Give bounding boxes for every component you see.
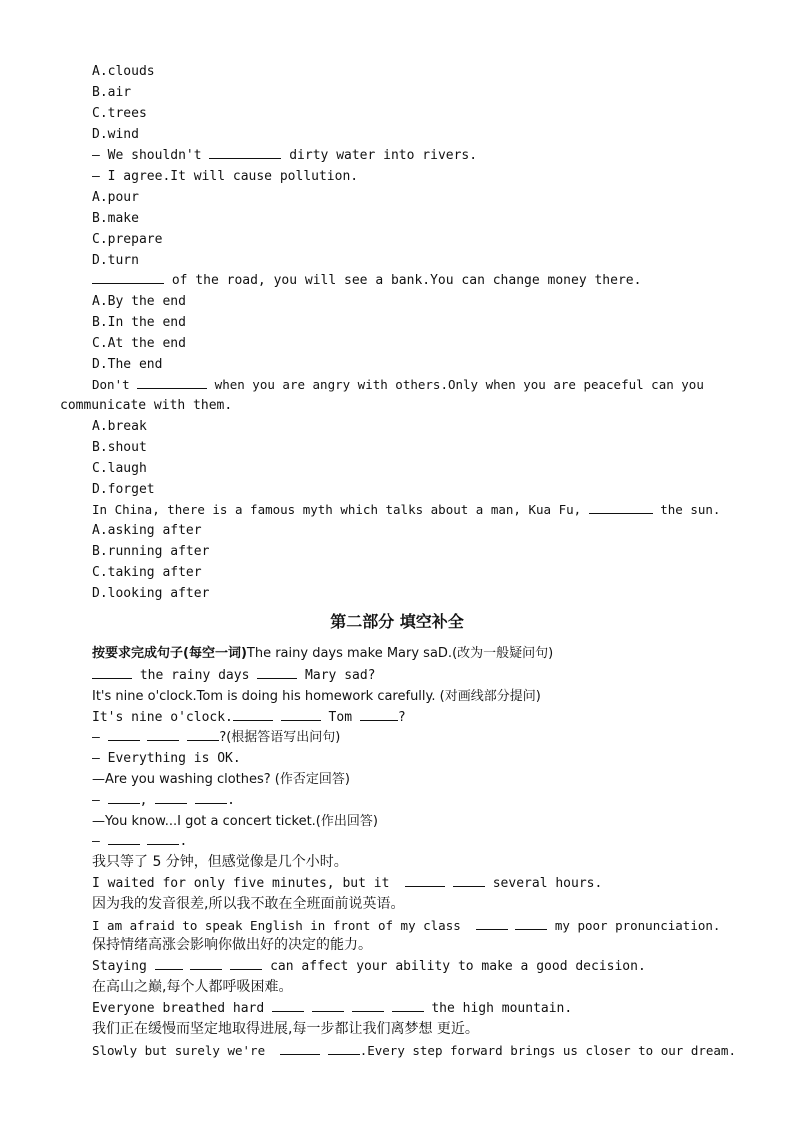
s4-answer [92, 791, 235, 811]
answer-blank[interactable] [312, 999, 344, 1012]
s4-stem [92, 770, 350, 790]
s3-tail-text: ?(根据答语写出问句) [219, 730, 341, 745]
answer-blank[interactable] [453, 874, 485, 887]
s2-text: It's nine o'clock.Tom is doing his homework carefully. (对画线部分提问) [92, 689, 541, 704]
s5-answer [92, 832, 187, 852]
q4-option-b: B.shout [92, 440, 147, 455]
q2-stem-line2: — I agree.It will cause pollution. [92, 169, 359, 184]
answer-blank[interactable] [187, 728, 219, 741]
answer-blank[interactable] [280, 1042, 320, 1055]
q4-option-d: D.forget [92, 482, 155, 497]
section-title: 第二部分 填空补全 [330, 612, 464, 631]
t1-chinese: 我只等了 5 分钟，但感觉像是几个小时。 [92, 854, 348, 870]
s5-text: —You know...I got a concert ticket.(作出回答) [92, 814, 378, 829]
t1-text-a: I waited for only five minutes, but it [92, 876, 406, 891]
t3-text-b: can affect your ability to make a good decision. [262, 959, 646, 974]
answer-blank[interactable] [155, 791, 187, 804]
t2-text-b: my poor pronunciation. [547, 918, 721, 933]
answer-blank[interactable] [92, 666, 132, 679]
answer-blank[interactable] [209, 146, 281, 159]
answer-blank[interactable] [360, 708, 398, 721]
s1-text: The rainy days make Mary saD.(改为一般疑问句) [246, 646, 554, 661]
t2-english [92, 916, 720, 936]
dash: — [92, 730, 108, 745]
s2-answer: It's nine o'clock. Tom ? [92, 710, 406, 725]
t1-english [92, 874, 602, 894]
s2-question-mark: ? [397, 710, 406, 725]
q3-option-d: D.The end [92, 357, 163, 372]
answer-blank[interactable] [147, 832, 179, 845]
q4-text-b: when you are angry with others.Only when you are peaceful can you [207, 377, 704, 392]
q5-stem [92, 500, 720, 520]
answer-blank[interactable] [92, 271, 164, 284]
t5-chinese: 我们正在缓慢而坚定地取得进展,每一步都让我们离梦想 更近。 [92, 1021, 479, 1037]
q1-option-a: A.clouds [92, 64, 155, 79]
q5-option-c: C.taking after [92, 565, 202, 580]
q2-option-a: A.pour [92, 190, 139, 205]
q3-stem [92, 271, 641, 291]
answer-blank[interactable] [230, 957, 262, 970]
t5-text-b: .Every step forward brings us closer to our dream. [359, 1043, 736, 1058]
s1-ans-text-b: the rainy days [132, 668, 258, 683]
s3-answer: — Everything is OK. [92, 751, 241, 766]
t3-chinese: 保持情绪高涨会影响你做出好的决定的能力。 [92, 937, 372, 953]
t2-text-a: I am afraid to speak English in front of my class [92, 918, 476, 933]
t3-english [92, 957, 646, 977]
q5-text-a: In China, there is a famous myth which talks about a man, Kua Fu, [92, 502, 589, 517]
s2-stem [92, 687, 541, 707]
t5-text-a: Slowly but surely we're [92, 1043, 281, 1058]
q5-text-b: the sun. [652, 502, 721, 517]
q4-stem-line2: communicate with them. [60, 398, 233, 413]
answer-blank[interactable] [392, 999, 424, 1012]
answer-blank[interactable] [195, 791, 227, 804]
s1-answer [92, 666, 376, 686]
dash: — [92, 834, 108, 849]
comma: , [139, 793, 148, 808]
answer-blank[interactable] [476, 917, 508, 930]
q5-option-a: A.asking after [92, 523, 202, 538]
instruction-text: 按要求完成句子(每空一词) [92, 646, 247, 661]
q2-option-b: B.make [92, 211, 139, 226]
answer-blank[interactable] [405, 874, 445, 887]
q2-option-c: C.prepare [92, 232, 163, 247]
q3-option-c: C.At the end [92, 336, 186, 351]
q3-option-b: B.In the end [92, 315, 186, 330]
answer-blank[interactable] [272, 999, 304, 1012]
t2-chinese: 因为我的发音很差,所以我不敢在全班面前说英语。 [92, 896, 405, 912]
s1-ans-text-c: Mary sad? [297, 668, 376, 683]
s3-question [92, 728, 340, 748]
s5-stem [92, 812, 378, 832]
q4-stem-line1 [92, 375, 704, 395]
period: . [227, 793, 235, 808]
q3-text: of the road, you will see a bank.You can change money there. [164, 273, 642, 288]
s4-text: —Are you washing clothes? (作否定回答) [92, 772, 350, 787]
answer-blank[interactable] [190, 957, 222, 970]
q4-option-c: C.laugh [92, 461, 147, 476]
answer-blank[interactable] [233, 708, 273, 721]
answer-blank[interactable] [108, 832, 140, 845]
q2-option-d: D.turn [92, 253, 139, 268]
answer-blank[interactable] [515, 917, 547, 930]
answer-blank[interactable] [108, 728, 140, 741]
answer-blank[interactable] [155, 957, 183, 970]
t4-english [92, 999, 572, 1019]
q2-text-a: — We shouldn't [92, 148, 210, 163]
s2-ans-text: It's nine o'clock. [92, 710, 233, 725]
q1-option-d: D.wind [92, 127, 139, 142]
q2-stem-line1 [92, 146, 477, 166]
q3-option-a: A.By the end [92, 294, 186, 309]
q4-option-a: A.break [92, 419, 147, 434]
q5-option-b: B.running after [92, 544, 210, 559]
t4-text-b: the high mountain. [423, 1001, 573, 1016]
period: . [179, 834, 188, 849]
t3-text-a: Staying [92, 959, 155, 974]
q5-option-d: D.looking after [92, 586, 210, 601]
t4-chinese: 在高山之巅,每个人都呼吸困难。 [92, 979, 293, 995]
s1-stem [92, 644, 553, 664]
answer-blank[interactable] [257, 666, 297, 679]
answer-blank[interactable] [328, 1042, 360, 1055]
answer-blank[interactable] [589, 501, 653, 514]
t4-text-a: Everyone breathed hard [92, 1001, 273, 1016]
t1-text-b: several hours. [484, 876, 603, 891]
q1-option-b: B.air [92, 85, 132, 100]
answer-blank[interactable] [281, 708, 321, 721]
answer-blank[interactable] [147, 728, 179, 741]
q2-text-b: dirty water into rivers. [281, 148, 478, 163]
q1-option-c: C.trees [92, 106, 147, 121]
t5-english [92, 1041, 736, 1061]
answer-blank[interactable] [352, 999, 384, 1012]
q4-text-a: Don't [92, 377, 138, 392]
dash: — [92, 793, 108, 808]
answer-blank[interactable] [108, 791, 140, 804]
answer-blank[interactable] [137, 376, 207, 389]
